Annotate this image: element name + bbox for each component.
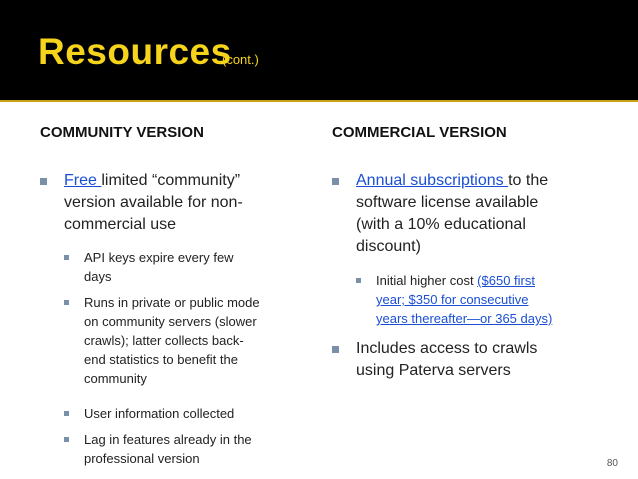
pricing-link[interactable]: years thereafter—or 365 days)	[376, 311, 553, 326]
square-bullet-icon	[64, 300, 69, 305]
square-bullet-icon	[332, 178, 339, 185]
square-bullet-icon	[64, 411, 69, 416]
slide-title: Resources	[38, 31, 232, 72]
annual-subscriptions-link[interactable]: Annual subscriptions	[356, 172, 509, 189]
community-sub-bullet-lag: Lag in features already in the professional version	[64, 430, 318, 468]
community-sub-bullet-api: API keys expire every few days	[64, 248, 318, 286]
slide-subtitle: (cont.)	[222, 52, 259, 67]
square-bullet-icon	[40, 178, 47, 185]
community-sub-bullet-modes: Runs in private or public mode on community servers (slower crawls); latter collects back- end statistics to benefit the community	[64, 293, 318, 388]
community-sub-bullet-userinfo: User information collected	[64, 404, 318, 423]
pricing-link[interactable]: year; $350 for consecutive	[376, 292, 529, 307]
square-bullet-icon	[356, 278, 361, 283]
square-bullet-icon	[64, 255, 69, 260]
commercial-sub-bullet-cost: Initial higher cost ($650 first year; $350 for consecutive years thereafter—or 365 days)	[356, 271, 611, 328]
pricing-link[interactable]: ($650 first	[477, 273, 535, 288]
square-bullet-icon	[64, 437, 69, 442]
community-bullet-free: Free limited “community” version available for non- commercial use	[40, 170, 316, 236]
commercial-bullet-crawls: Includes access to crawls using Paterva servers	[332, 338, 607, 382]
community-header: COMMUNITY VERSION	[40, 124, 204, 141]
free-link[interactable]: Free	[64, 172, 102, 189]
commercial-bullet-subscriptions: Annual subscriptions to the software license available (with a 10% educational discount)	[332, 170, 607, 258]
title-divider	[0, 100, 638, 102]
title-bar	[0, 0, 638, 100]
commercial-header: COMMERCIAL VERSION	[332, 124, 507, 141]
square-bullet-icon	[332, 346, 339, 353]
page-number: 80	[606, 458, 618, 469]
